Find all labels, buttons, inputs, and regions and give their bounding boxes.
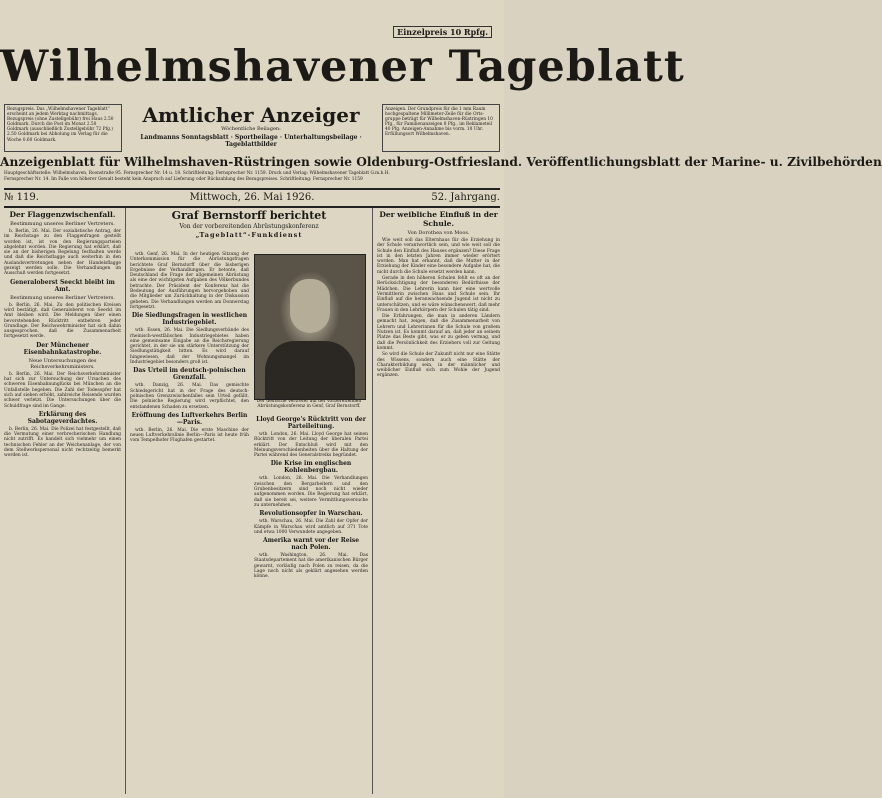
publisher-line-2: Fernsprecher Nr. 14. Im Falle von höherer Gewalt besteht kein Anspruch auf Lieferung oder Rückzahlung des Bezugspreises. Schriftleitung: Fernsprecher Nr. 1159 xyxy=(4,177,363,182)
article-text: Die Erfahrungen, die man in anderen Ländern gemacht hat, zeigen, daß die Zusammenarbeit von Lehrern und Lehrerinnen für die Schule von großem Nutzen ist. Es kommt darauf an, daß jeder an seinem Platze das Beste gibt, was er zu geben vermag, und daß die Persönlichkeit des Erziehers voll zur Geltung kommt. xyxy=(377,314,500,351)
lead-headline: Graf Bernstorff berichtet xyxy=(171,209,327,222)
issue-date: Mittwoch, 26. Mai 1926. xyxy=(189,192,315,203)
article-subheadline: Bestimmung unseres Berliner Vertreters. xyxy=(10,221,115,227)
article-text: wtb. Danzig, 26. Mai. Das gemischte Schiedsgericht hat in der Frage des deutsch-polnischen Grenzzwischenfalles sein Urteil gefällt. Die polnische Regierung wird verpflichtet, den entstandenen Schaden zu ersetzen. xyxy=(130,383,249,410)
lead-subheadline: Von der vorbereitenden Abrüstungskonferenz xyxy=(179,223,319,230)
article-headline: Die Krise im englischen Kohlenbergbau. xyxy=(270,460,352,475)
article-headline: Revolutionsopfer in Warschau. xyxy=(259,510,363,518)
article-text: wtb. Warschau, 26. Mai. Die Zahl der Opfer der Kämpfe in Warschau wird amtlich auf 371 Tote und etwa 1000 Verwundete angegeben. xyxy=(254,519,368,535)
article-text: wtb. Berlin, 26. Mai. Die erste Maschine der neuen Luftverkehrslinie Berlin—Paris ist heute früh vom Tempelhofer Flughafen gestartet. xyxy=(130,427,249,444)
article-headline: Das Urteil im deutsch-polnischen Grenzfall. xyxy=(133,367,246,382)
photo-caption: Der deutsche Vertreter auf der vorbereitenden Abrüstungskonferenz in Genf, Graf Bernstorff. xyxy=(256,399,362,410)
article-text: wtb. Essen, 26. Mai. Die Siedlungsverbände des rheinisch-westfälischen Industriegebietes haben eine gemeinsame Eingabe an die Reichsregierung gerichtet, in der sie um stärkere Unterstützung der Siedlungstätigkeit bitten. Es wird darauf hingewiesen, daß der Wohnungsmangel im Industriegebiet besonders groß ist. xyxy=(130,328,249,366)
portrait-face xyxy=(290,279,330,333)
portrait-coat xyxy=(265,341,355,399)
article-text: b. Berlin, 26. Mai. Zu den politischen Kreisen wird bestätigt, daß Generaloberst von Seeckt im Amt bleiben wird. Die Meldungen über einen bevorstehenden Rücktritt entbehren jeder Grundlage. Der Reichswehrminister hat sich dahin ausgesprochen, daß die Zusammenarbeit fortgesetzt werde. xyxy=(4,302,121,340)
portrait-photo xyxy=(254,254,366,400)
supplements-list: Landmanns Sonntagsblatt · Sportbeilage · Unterhaltungsbeilage · Tageblattbilder xyxy=(140,134,362,148)
column-left xyxy=(4,208,121,794)
article-text: b. Berlin, 26. Mai. Der Reichsverkehrsminister hat sich zur Untersuchung der Ursachen des schweren Eisenbahnunglücks bei München an die Unfallstelle begeben. Die Zahl der Todesopfer hat sich auf sieben erhöht, zahlreiche Reisende wurden schwer verletzt. Die Untersuchungen über die Schuldfrage sind im Gange. xyxy=(4,371,121,409)
article-text: wtb. Washington, 26. Mai. Das Staatsdepartement hat die amerikanischen Bürger gewarnt, vorläufig nach Polen zu reisen, da die Lage noch nicht als geklärt angesehen werden könne. xyxy=(254,553,368,580)
masthead-title: Wilhelmshavener Tageblatt xyxy=(0,42,685,92)
lead-headline-block xyxy=(130,208,368,240)
article-headline: Die Siedlungsfragen in westlichen Industriegebiet. xyxy=(131,312,248,327)
article-headline: Der Münchener Eisenbahnkatastrophe. xyxy=(23,341,102,356)
column-rule xyxy=(372,208,373,794)
article-text: wtb. London, 26. Mai. Lloyd George hat seinen Rücktritt von der Leitung der liberalen Partei erklärt. Der Entschluß wird mit den Meinungsverschiedenheiten über die Haltung der Partei während des Generalstreiks begründet. xyxy=(254,432,368,459)
article-headline: Amerika warnt vor der Reise nach Polen. xyxy=(262,537,360,552)
article-text: b. Berlin, 26. Mai. Der sozialistische Antrag, der im Reichstage zu den Flaggenfragen gestellt worden ist, ist von den Regierungsparteien abgelehnt worden. Die Regierung hat erklärt, daß sie an der bisherigen Regelung festhalten werde und daß die Reichsflagge auch weiterhin in den Auslandsvertretungen neben der Handelsflagge gezeigt werden solle. Die Verhandlungen im Ausschuß werden fortgesetzt. xyxy=(4,229,121,277)
header-info-row xyxy=(0,100,504,154)
article-headline: Lloyd George's Rücktritt von der Parteileitung. xyxy=(256,416,366,430)
column-rule xyxy=(125,208,126,794)
column-center-right xyxy=(254,414,368,794)
article-headline: Eröffnung des Luftverkehrs Berlin—Paris. xyxy=(131,411,248,426)
volume-number: 52. Jahrgang. xyxy=(431,192,500,203)
column-right xyxy=(377,208,500,794)
article-text: b. Berlin, 26. Mai. Die Polizei hat festgestellt, daß die Vermutung einer verbrecherischen Handlung nicht zutrifft. Es handelt sich vielmehr um einen technischen Fehler an der Weichenanlage, der von dem Stellwerkspersonal nicht rechtzeitig bemerkt worden ist. xyxy=(4,426,121,459)
column-center-left xyxy=(130,252,249,794)
issue-number: № 119. xyxy=(4,192,39,203)
article-text: So wird die Schule der Zukunft nicht nur eine Stätte des Wissens, sondern auch eine Stätte der Charakterbildung sein, in der männlicher und weiblicher Einfluß sich zum Wohle der Jugend ergänzen. xyxy=(377,352,500,379)
article-headline: Erklärung des Sabotageverdachtes. xyxy=(27,410,98,425)
banner-line: Anzeigenblatt für Wilhelmshaven-Rüstringen sowie Oldenburg-Ostfriesland. Veröffentlichungsblatt der Marine- u. Zivilbehörden xyxy=(0,155,882,169)
article-headline: Der Flaggenzwischenfall. xyxy=(9,210,116,219)
feuilleton-author: Von Dorothea von Moos. xyxy=(407,230,470,236)
article-text: wtb. Genf, 26. Mai. In der heutigen Sitzung der Unterkommission für die Abrüstungsfragen berichtete Graf Bernstorff über die bisherigen Ergebnisse der Verhandlungen. Er betonte, daß Deutschland die Frage der allgemeinen Abrüstung als eine der wichtigsten Aufgaben des Völkerbundes betrachte. Der Präsident der Konferenz hat die Bedeutung der Ausführungen hervorgehoben und die Mitglieder um Zurückhaltung in der Diskussion gebeten. Die Verhandlungen werden am Donnerstag fortgesetzt. xyxy=(130,252,249,310)
dateline xyxy=(4,188,500,208)
price-label: Einzelpreis 10 Rpfg. xyxy=(393,26,492,38)
subscription-box: Bezugspreis. Das „Wilhelmshavener Tageblatt“ erscheint an jedem Werktag nachmittags. Bezugspreis (ohne Zustellgebühr) frei Haus 2.50 Goldmark. Durch die Post im Monat 2.50 Goldmark (ausschließlich Zustellgebühr 72 Pfg.) 2.50 Goldmark bei Abholung im Verlag für die Woche 0.60 Goldmark. xyxy=(4,104,122,152)
article-subheadline: Bestimmung unseres Berliner Vertreters. xyxy=(10,294,115,301)
publisher-line-1: Hauptgeschäftsstelle: Wilhelmshaven, Roonstraße 95. Fernsprecher Nr. 14 u. 18. Schriftleitung: Fernsprecher Nr. 1159. Druck und Verlag: Wilhelmshavener Tageblatt G.m.b.H. xyxy=(4,171,390,176)
article-text: wtb. London, 26. Mai. Die Verhandlungen zwischen den Bergarbeitern und den Grubenbesitzern sind noch nicht wieder aufgenommen worden. Die Regierung hat erklärt, daß sie bereit sei, weitere Vermittlungsversuche zu unternehmen. xyxy=(254,476,368,508)
article-text: Gerade in den höheren Schulen fehlt es oft an der Berücksichtigung der besonderen Bedürfnisse der Mädchen. Die Lehrerin kann hier eine wertvolle Vermittlerin zwischen Haus und Schule sein. Ihr Einfluß auf die heranwachsende Jugend ist nicht zu unterschätzen, und es wäre wünschenswert, daß mehr Frauen in den Lehrkörpern der Schulen tätig sind. xyxy=(377,276,500,313)
advertising-box: Anzeigen. Der Grundpreis für die 1 mm Raum hochgespaltene Millimeter-Zeile für die Ortsgruppe beträgt für Wilhelmshaven-Rüstringen 10 Pfg., für Familienanzeigen 8 Pfg., im Reklameteil 40 Pfg. Anzeigen-Annahme bis vorm. 10 Uhr. Erfüllungsort Wilhelmshaven. xyxy=(382,104,500,152)
official-gazette-block xyxy=(126,104,376,148)
lead-service-line: „Tageblatt“-Funkdienst xyxy=(195,231,303,239)
weekly-supplements-label: Wöchentliche Beilagen: xyxy=(221,126,281,132)
official-gazette-title: Amtlicher Anzeiger xyxy=(142,103,360,127)
feuilleton-headline: Der weibliche Einfluß in der Schule. xyxy=(379,210,498,228)
article-subheadline: Neue Untersuchungen des Reichsverkehrsministers. xyxy=(28,357,97,370)
article-text: Wie weit soll das Elternhaus für die Erziehung in der Schule verantwortlich sein, und wie weit soll die Schule den Einfluß des Hauses ergänzen? Diese Frage ist in den letzten Jahren immer wieder erörtert worden. Man hat erkannt, daß die Mutter in der Erziehung der Kinder eine besondere Aufgabe hat, die nicht durch die Schule ersetzt werden kann. xyxy=(377,238,500,275)
article-headline: Generaloberst Seeckt bleibt im Amt. xyxy=(10,278,115,293)
